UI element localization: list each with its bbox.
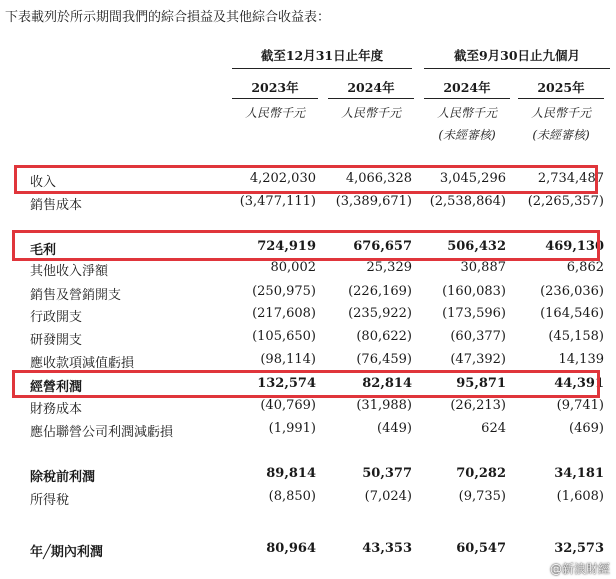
table-cell: 14,139 bbox=[558, 352, 604, 367]
table-cell: (60,377) bbox=[450, 329, 506, 344]
row-label: 銷售及營銷開支 bbox=[30, 288, 122, 303]
highlight-gross-profit bbox=[12, 230, 600, 261]
year-underline-1 bbox=[328, 98, 414, 99]
table-cell: 34,181 bbox=[554, 466, 604, 481]
year-header-0: 2023年 bbox=[251, 80, 299, 95]
table-cell: (1,991) bbox=[268, 421, 316, 436]
table-cell: (449) bbox=[377, 421, 412, 436]
table-cell: 60,547 bbox=[456, 541, 506, 556]
row-label: 經營利潤 bbox=[30, 380, 83, 395]
table-cell: 43,353 bbox=[362, 541, 412, 556]
row-label: 應收款項減值虧損 bbox=[30, 356, 135, 371]
row-label: 年╱期內利潤 bbox=[30, 545, 103, 560]
table-cell: (76,459) bbox=[356, 352, 412, 367]
table-cell: (105,650) bbox=[252, 329, 316, 344]
header-annual-period: 截至12月31日止年度 bbox=[260, 48, 384, 63]
table-cell: 3,045,296 bbox=[439, 171, 506, 186]
unit-label-3: 人民幣千元 bbox=[530, 106, 591, 120]
year-underline-0 bbox=[232, 98, 318, 99]
row-label: 財務成本 bbox=[30, 402, 83, 417]
table-cell: 82,814 bbox=[362, 376, 412, 391]
watermark: @新浪財經 bbox=[549, 562, 610, 576]
table-cell: (1,608) bbox=[556, 489, 604, 504]
table-cell: 132,574 bbox=[257, 376, 316, 391]
table-cell: (40,769) bbox=[260, 398, 316, 413]
row-label: 收入 bbox=[30, 175, 57, 190]
row-label: 除稅前利潤 bbox=[30, 470, 96, 485]
table-cell: 4,066,328 bbox=[345, 171, 412, 186]
table-cell: 50,377 bbox=[362, 466, 412, 481]
row-label: 應佔聯營公司利潤減虧損 bbox=[30, 425, 174, 440]
unaudited-label-2: (未經審核) bbox=[438, 128, 496, 142]
table-cell: (98,114) bbox=[260, 352, 316, 367]
table-cell: 32,573 bbox=[554, 541, 604, 556]
table-cell: (8,850) bbox=[268, 489, 316, 504]
row-label: 所得稅 bbox=[30, 493, 70, 508]
table-cell: (31,988) bbox=[356, 398, 412, 413]
table-cell: 2,734,487 bbox=[537, 171, 604, 186]
table-cell: (160,083) bbox=[442, 284, 506, 299]
highlight-operating-profit bbox=[12, 370, 600, 398]
table-cell: 70,282 bbox=[456, 466, 506, 481]
table-cell: 4,202,030 bbox=[249, 171, 316, 186]
unit-label-1: 人民幣千元 bbox=[340, 106, 401, 120]
table-cell: (2,538,864) bbox=[429, 194, 506, 209]
table-cell: (45,158) bbox=[548, 329, 604, 344]
table-cell: 506,432 bbox=[447, 239, 506, 254]
table-cell: 724,919 bbox=[257, 239, 316, 254]
unit-label-2: 人民幣千元 bbox=[436, 106, 497, 120]
header-rule-ninemonths bbox=[424, 68, 610, 69]
table-cell: (469) bbox=[569, 421, 604, 436]
table-cell: (217,608) bbox=[252, 306, 316, 321]
table-cell: (9,741) bbox=[556, 398, 604, 413]
row-label: 銷售成本 bbox=[30, 198, 83, 213]
year-header-2: 2024年 bbox=[443, 80, 491, 95]
year-header-3: 2025年 bbox=[537, 80, 585, 95]
table-cell: 30,887 bbox=[460, 260, 506, 275]
table-intro: 下表載列於所示期間我們的綜合損益及其他綜合收益表： bbox=[5, 10, 331, 25]
table-cell: (9,735) bbox=[458, 489, 506, 504]
table-cell: (250,975) bbox=[252, 284, 316, 299]
year-underline-2 bbox=[424, 98, 510, 99]
table-cell: (47,392) bbox=[450, 352, 506, 367]
row-label: 其他收入淨額 bbox=[30, 264, 109, 279]
table-cell: 89,814 bbox=[266, 466, 316, 481]
table-cell: (226,169) bbox=[348, 284, 412, 299]
unit-label-0: 人民幣千元 bbox=[244, 106, 305, 120]
header-nine-month-period: 截至9月30日止九個月 bbox=[453, 48, 581, 63]
row-label: 毛利 bbox=[30, 243, 57, 258]
table-cell: (7,024) bbox=[364, 489, 412, 504]
table-cell: 44,391 bbox=[554, 376, 604, 391]
table-cell: (236,036) bbox=[540, 284, 604, 299]
table-cell: (2,265,357) bbox=[527, 194, 604, 209]
table-cell: 6,862 bbox=[566, 260, 604, 275]
table-cell: (26,213) bbox=[450, 398, 506, 413]
table-cell: (173,596) bbox=[442, 306, 506, 321]
row-label: 研發開支 bbox=[30, 333, 83, 348]
year-underline-3 bbox=[518, 98, 604, 99]
table-cell: (235,922) bbox=[348, 306, 412, 321]
unaudited-label-3: (未經審核) bbox=[532, 128, 590, 142]
header-rule-annual bbox=[232, 68, 412, 69]
table-cell: 469,130 bbox=[545, 239, 604, 254]
table-cell: 676,657 bbox=[353, 239, 412, 254]
table-cell: 95,871 bbox=[456, 376, 506, 391]
table-cell: (3,389,671) bbox=[335, 194, 412, 209]
year-header-1: 2024年 bbox=[347, 80, 395, 95]
table-cell: 624 bbox=[481, 421, 506, 436]
table-cell: 25,329 bbox=[366, 260, 412, 275]
row-label: 行政開支 bbox=[30, 310, 83, 325]
table-cell: (3,477,111) bbox=[239, 194, 316, 209]
table-cell: (164,546) bbox=[540, 306, 604, 321]
table-cell: 80,002 bbox=[270, 260, 316, 275]
table-cell: (80,622) bbox=[356, 329, 412, 344]
highlight-revenue bbox=[14, 165, 598, 194]
table-cell: 80,964 bbox=[266, 541, 316, 556]
